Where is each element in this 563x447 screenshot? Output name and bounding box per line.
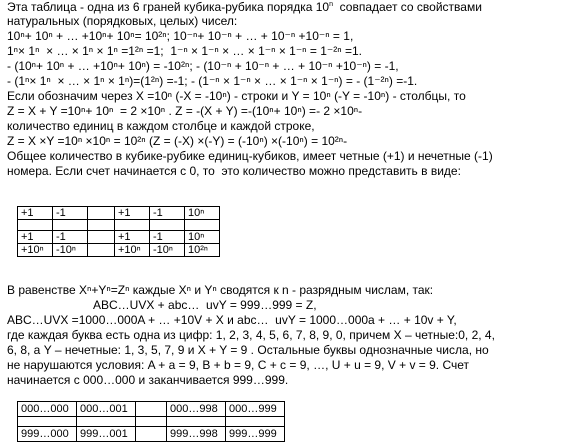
table-cell: 999…999 [226, 427, 285, 442]
text-line: Если обозначим через X =10ⁿ (-X = -10ⁿ) - строки и Y = 10ⁿ (-Y = -10ⁿ) - столбцы, то [7, 89, 466, 103]
table-cell: -10ⁿ [53, 244, 88, 257]
table-cell [88, 231, 115, 244]
formula-line: - (1ⁿ× 1ⁿ × … × 1ⁿ × 1ⁿ)=(1²ⁿ) =-1; - (1⁻ⁿ × 1⁻ⁿ × … × 1⁻ⁿ × 1⁻ⁿ) = - (1⁻²ⁿ) =-1. [7, 74, 418, 88]
table-cell: 000…000 [18, 402, 77, 417]
formula-line: Z = X ×Y =10ⁿ ×10ⁿ = 10²ⁿ (Z = (-X) ×(-Y) = (-10ⁿ) ×(-10ⁿ) = 10²ⁿ- [7, 134, 348, 148]
text-segment: Эта таблица - одна из 6 граней кубика-рубика порядка 10 [7, 0, 330, 14]
table-row [18, 231, 220, 244]
text-line: начинается с 000…000 и заканчивается 999…999. [7, 373, 289, 387]
table-row [18, 402, 285, 417]
table-cell: +1 [18, 231, 53, 244]
table-row [18, 244, 220, 257]
text-line [7, 0, 482, 14]
table-cell: -1 [150, 231, 185, 244]
formula-line: ABC…UVX =1000…000A + … +10V + X и abc… uvY = 1000…000a + … + 10v + Y, [7, 313, 457, 327]
table-cell: +10ⁿ [115, 244, 150, 257]
table-cell [136, 417, 167, 427]
table-cell: 999…000 [18, 427, 77, 442]
table-cell: +1 [115, 207, 150, 220]
table-cell: 10ⁿ [185, 231, 220, 244]
formula-line: 1ⁿ× 1ⁿ × … × 1ⁿ × 1ⁿ =1²ⁿ =1; 1⁻ⁿ × 1⁻ⁿ × … × 1⁻ⁿ × 1⁻ⁿ = 1⁻²ⁿ =1. [7, 44, 362, 58]
table-cell: 999…001 [77, 427, 136, 442]
formula-line: В равенстве Xⁿ+Yⁿ=Zⁿ каждые Xⁿ и Yⁿ сводятся к n - разрядным числам, так: [7, 283, 434, 297]
table-row [18, 417, 285, 427]
table-cell: -1 [53, 207, 88, 220]
table-cell: +10ⁿ [18, 244, 53, 257]
table-cell [77, 417, 136, 427]
table-cell: +1 [18, 207, 53, 220]
table-cell [185, 220, 220, 231]
formula-line: ABC…UVX + abc… uvY = 999…999 = Z, [93, 298, 317, 312]
table-cell [18, 220, 53, 231]
table-row [18, 427, 285, 442]
superscript: n [329, 1, 333, 8]
text-line: Общее количество в кубике-рубике единиц-кубиков, имеет четные (+1) и нечетные (-1) [7, 149, 493, 163]
table-cell: 999…998 [167, 427, 226, 442]
table-cell [136, 427, 167, 442]
table-cell [88, 207, 115, 220]
table-cell [150, 220, 185, 231]
text-line: где каждая буква есть одна из цифр: 1, 2, 3, 4, 5, 6, 7, 8, 9, 0, причем X – четные:0, 2, 4, [7, 328, 495, 342]
formula-line: Z = X + Y =10ⁿ+ 10ⁿ = 2 ×10ⁿ . Z = -(X + Y) =-(10ⁿ+ 10ⁿ) =- 2 ×10ⁿ- [7, 104, 363, 118]
table-cell: -1 [53, 231, 88, 244]
text-line: количество единиц в каждом столбце и каждой строке, [7, 119, 315, 133]
digit-range-table [17, 401, 285, 442]
parity-table [17, 206, 220, 257]
table-cell: 000…001 [77, 402, 136, 417]
table-cell: 10²ⁿ [185, 244, 220, 257]
table-cell: 10ⁿ [185, 207, 220, 220]
table-cell [226, 417, 285, 427]
table-cell [18, 417, 77, 427]
text-line: номера. Если счет начинается с 0, то это количество можно представить в виде: [7, 164, 461, 178]
table-cell: -10ⁿ [150, 244, 185, 257]
table-row [18, 207, 220, 220]
text-line: натуральных (порядковых, целых) чисел: [7, 14, 238, 28]
text-line: не нарушаются условия: A + a = 9, B + b = 9, C + c = 9, …, U + u = 9, V + v = 9. Счет [7, 358, 470, 372]
table-row [18, 220, 220, 231]
table-cell [136, 402, 167, 417]
table-cell [115, 220, 150, 231]
table-cell: 000…999 [226, 402, 285, 417]
table-cell [88, 220, 115, 231]
table-cell: +1 [115, 231, 150, 244]
table-cell: 000…998 [167, 402, 226, 417]
table-cell: -1 [150, 207, 185, 220]
text-segment: совпадает со свойствами [332, 0, 482, 14]
table-cell [167, 417, 226, 427]
formula-line: 10ⁿ+ 10ⁿ + … +10ⁿ+ 10ⁿ= 10²ⁿ; 10⁻ⁿ+ 10⁻ⁿ + … + 10⁻ⁿ +10⁻ⁿ = 1, [7, 29, 354, 43]
table-cell [53, 220, 88, 231]
table-cell [88, 244, 115, 257]
text-line: 6, 8, а Y – нечетные: 1, 3, 5, 7, 9 и X + Y = 9 . Остальные буквы однозначные числа, но [7, 343, 489, 357]
formula-line: - (10ⁿ+ 10ⁿ + … +10ⁿ+ 10ⁿ) = -10²ⁿ; - (10⁻ⁿ + 10⁻ⁿ + … + 10⁻ⁿ +10⁻ⁿ) = -1, [7, 59, 399, 73]
